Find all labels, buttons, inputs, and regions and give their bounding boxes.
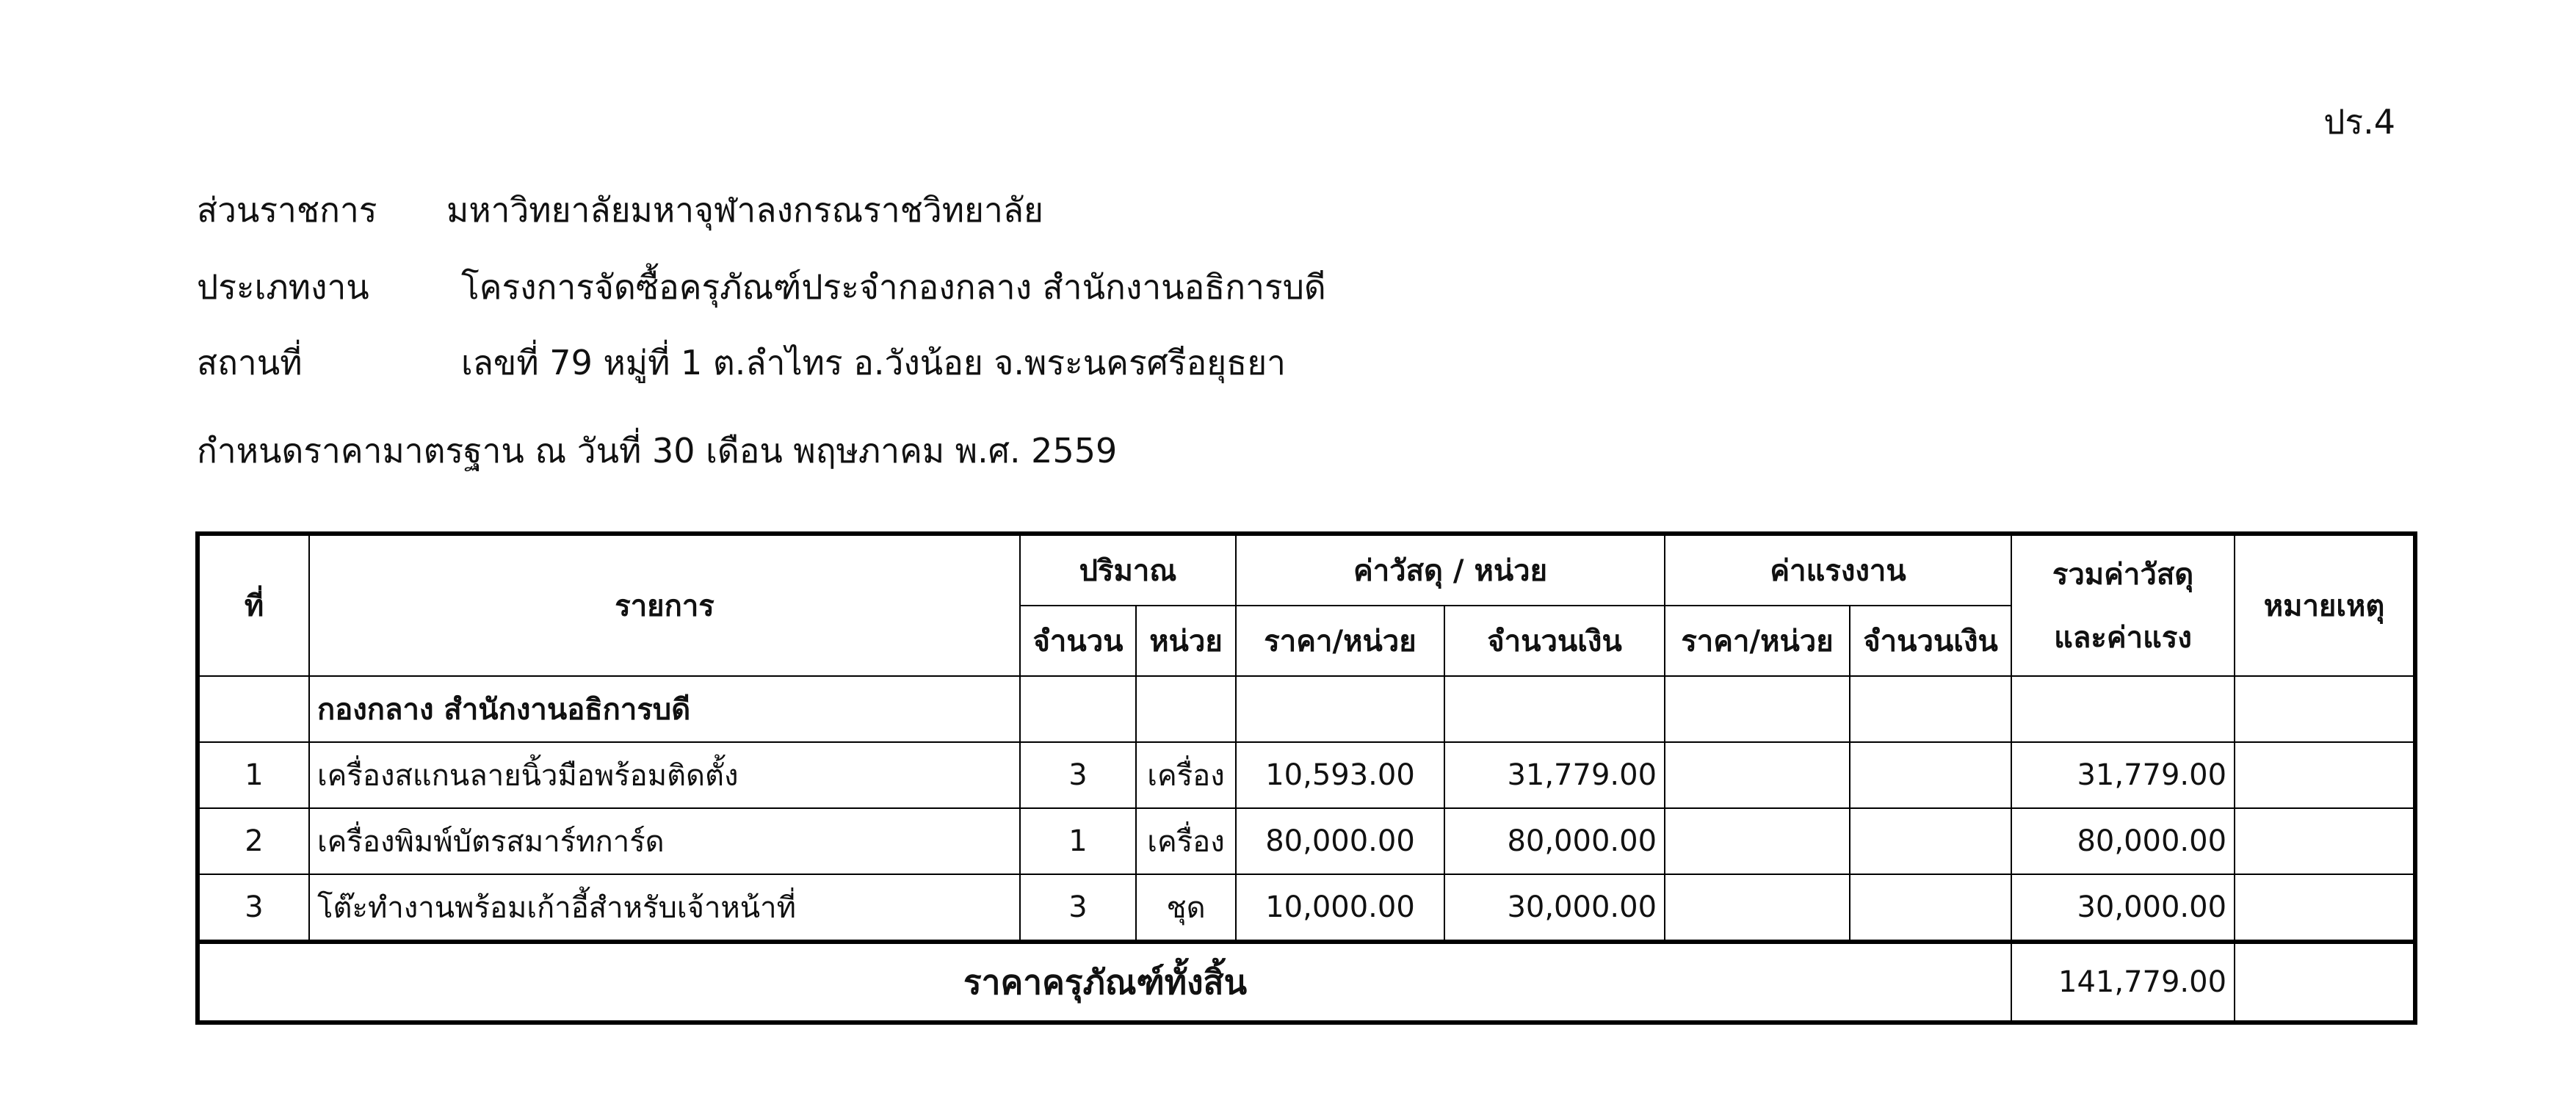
row-no: 3 [198, 874, 309, 942]
row-item: เครื่องพิมพ์บัตรสมาร์ทการ์ด [309, 808, 1020, 874]
cell-empty [1236, 676, 1444, 742]
header-total [2011, 534, 2235, 676]
header-mat-amount: จำนวนเงิน [1444, 606, 1665, 676]
header-total-line1: รวมค่าวัสดุ [2052, 558, 2194, 592]
cell-empty [1136, 676, 1236, 742]
work-type-label: ประเภทงาน [197, 267, 369, 307]
cell-empty [1020, 676, 1136, 742]
row-lab-unit-price [1665, 874, 1850, 942]
row-item: เครื่องสแกนลายนิ้วมือพร้อมติดตั้ง [309, 742, 1020, 808]
document-code: ปร.4 [2323, 102, 2395, 142]
table-row [198, 808, 2415, 874]
header-quantity: ปริมาณ [1020, 534, 1236, 606]
row-total: 30,000.00 [2011, 874, 2235, 942]
row-unit: ชุด [1136, 874, 1236, 942]
cell-empty [2011, 676, 2235, 742]
row-remark [2235, 874, 2415, 942]
header-total-line2: และค่าแรง [2054, 621, 2192, 655]
row-lab-unit-price [1665, 742, 1850, 808]
agency-value: มหาวิทยาลัยมหาจุฬาลงกรณราชวิทยาลัย [446, 190, 1043, 230]
row-lab-amount [1850, 808, 2011, 874]
row-qty: 1 [1020, 808, 1136, 874]
header-mat-unit-price: ราคา/หน่วย [1236, 606, 1444, 676]
cell-empty [1665, 676, 1850, 742]
row-no: 1 [198, 742, 309, 808]
cell-empty [2235, 676, 2415, 742]
row-no: 2 [198, 808, 309, 874]
header-lab-amount: จำนวนเงิน [1850, 606, 2011, 676]
row-unit: เครื่อง [1136, 742, 1236, 808]
cell-empty [1444, 676, 1665, 742]
grand-total-row [198, 942, 2415, 1023]
row-total: 80,000.00 [2011, 808, 2235, 874]
row-mat-amount: 31,779.00 [1444, 742, 1665, 808]
row-lab-amount [1850, 742, 2011, 808]
work-type-line [197, 261, 1326, 314]
row-total: 31,779.00 [2011, 742, 2235, 808]
header-qty-count: จำนวน [1020, 606, 1136, 676]
table-row [198, 874, 2415, 942]
row-mat-unit-price: 10,000.00 [1236, 874, 1444, 942]
location-label: สถานที่ [197, 343, 303, 382]
agency-line [197, 184, 1043, 237]
header-item: รายการ [309, 534, 1020, 676]
header-remark: หมายเหตุ [2235, 534, 2415, 676]
section-row [198, 676, 2415, 742]
header-qty-unit: หน่วย [1136, 606, 1236, 676]
cell-empty [198, 676, 309, 742]
row-remark [2235, 808, 2415, 874]
row-qty: 3 [1020, 874, 1136, 942]
header-material: ค่าวัสดุ / หน่วย [1236, 534, 1665, 606]
row-mat-amount: 80,000.00 [1444, 808, 1665, 874]
row-qty: 3 [1020, 742, 1136, 808]
grand-total-remark [2235, 942, 2415, 1023]
row-mat-unit-price: 10,593.00 [1236, 742, 1444, 808]
row-mat-amount: 30,000.00 [1444, 874, 1665, 942]
row-unit: เครื่อง [1136, 808, 1236, 874]
location-line [197, 336, 1286, 390]
grand-total-value: 141,779.00 [2011, 942, 2235, 1023]
section-title: กองกลาง สำนักงานอธิการบดี [309, 676, 1020, 742]
location-value: เลขที่ 79 หมู่ที่ 1 ต.ลำไทร อ.วังน้อย จ.พระนครศรีอยุธยา [461, 343, 1287, 382]
grand-total-label: ราคาครุภัณฑ์ทั้งสิ้น [198, 942, 2011, 1023]
cell-empty [1850, 676, 2011, 742]
work-type-value: โครงการจัดซื้อครุภัณฑ์ประจำกองกลาง สำนักงานอธิการบดี [461, 267, 1326, 307]
standard-price-date: กำหนดราคามาตรฐาน ณ วันที่ 30 เดือน พฤษภาคม พ.ศ. 2559 [197, 431, 1118, 471]
header-lab-unit-price: ราคา/หน่วย [1665, 606, 1850, 676]
header-labor: ค่าแรงงาน [1665, 534, 2011, 606]
agency-label: ส่วนราชการ [197, 190, 377, 230]
header-no: ที่ [198, 534, 309, 676]
price-table [195, 531, 2417, 1025]
row-lab-unit-price [1665, 808, 1850, 874]
row-item: โต๊ะทำงานพร้อมเก้าอี้สำหรับเจ้าหน้าที่ [309, 874, 1020, 942]
table-row [198, 742, 2415, 808]
row-lab-amount [1850, 874, 2011, 942]
row-mat-unit-price: 80,000.00 [1236, 808, 1444, 874]
row-remark [2235, 742, 2415, 808]
